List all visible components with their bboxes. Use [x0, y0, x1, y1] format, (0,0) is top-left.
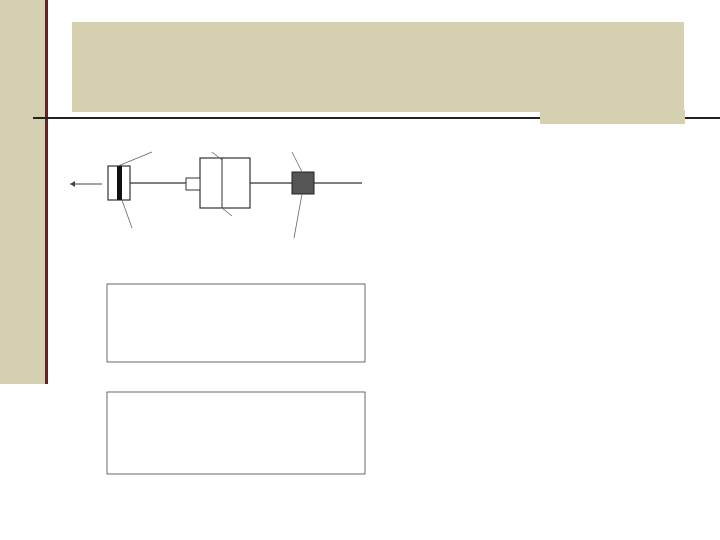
top-chart-frame	[107, 284, 365, 362]
pointer-opto	[292, 152, 302, 172]
opto-sensor-block	[292, 172, 314, 194]
device-diagram	[62, 138, 362, 250]
side-accent-bar	[0, 0, 48, 384]
bottom-chart-frame	[107, 392, 365, 474]
title-rule-accent	[540, 110, 685, 124]
pointer-pressure	[118, 152, 152, 166]
inlet-arrowhead	[70, 181, 75, 187]
charts-svg	[75, 266, 370, 500]
title-box	[72, 22, 684, 112]
charts-figure	[75, 266, 370, 500]
pressure-sensor-core	[117, 166, 122, 200]
pointer-photodiode	[294, 194, 302, 238]
pointer-signal-pressure	[122, 200, 132, 228]
cylinder-inlet	[186, 178, 200, 190]
spiral-cylinder	[200, 158, 250, 208]
pointer-measure	[222, 208, 232, 216]
device-diagram-svg	[62, 138, 362, 250]
